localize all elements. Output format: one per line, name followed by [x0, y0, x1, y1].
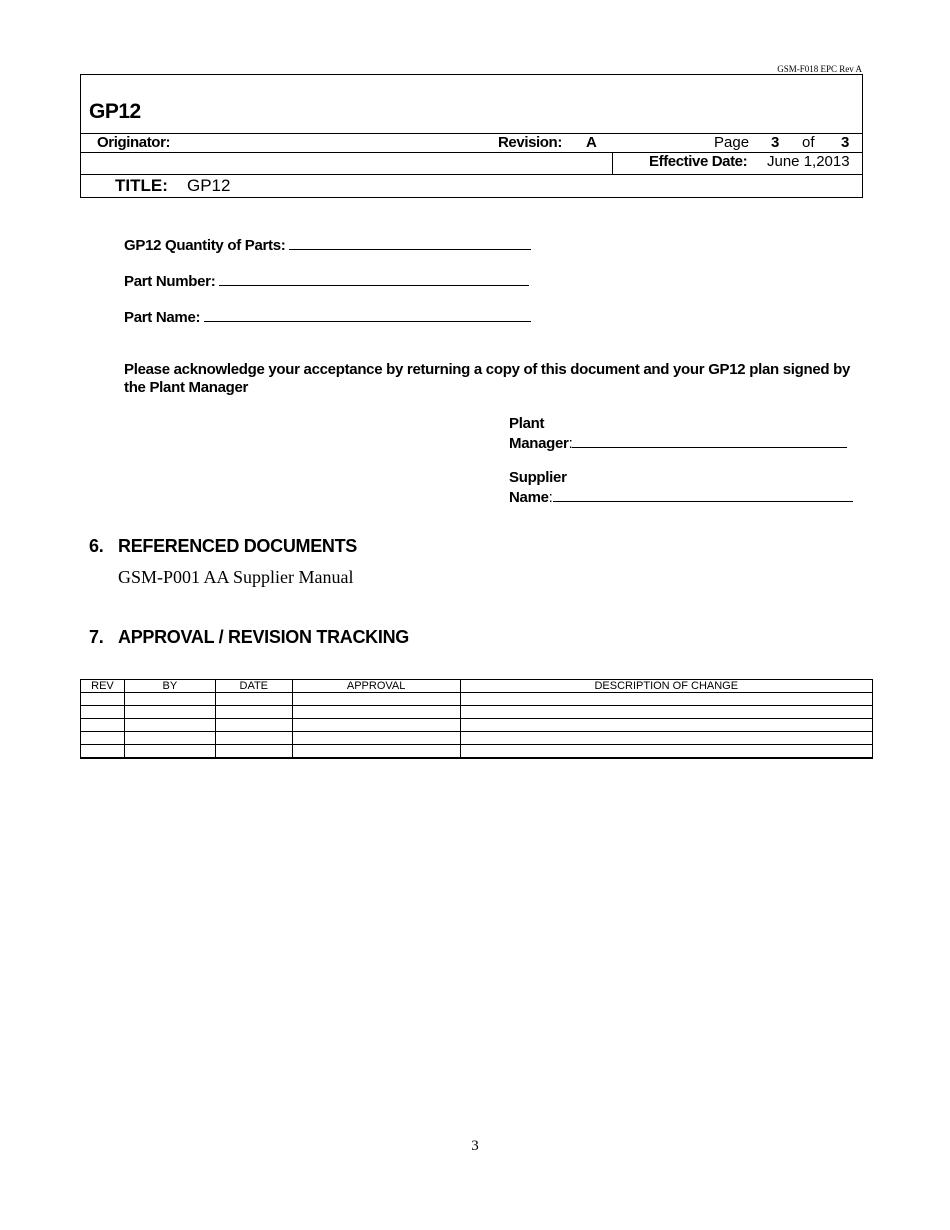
- supplier-label-line2: Name: [509, 489, 549, 506]
- page-total: 3: [841, 134, 850, 151]
- quantity-field: [124, 235, 531, 254]
- part-number-label: Part Number:: [124, 273, 216, 290]
- originator-label: Originator:: [97, 134, 171, 151]
- section-6-number: 6.: [89, 536, 104, 556]
- table-row: [81, 745, 873, 759]
- col-header-description: DESCRIPTION OF CHANGE: [460, 680, 872, 693]
- section-7-number: 7.: [89, 627, 104, 647]
- page-number: 3: [471, 1138, 479, 1154]
- col-header-rev: REV: [81, 680, 125, 693]
- plant-manager-signature: Plant Manager:: [509, 414, 847, 453]
- plant-manager-label-line1: Plant: [509, 415, 545, 432]
- table-row: [81, 706, 873, 719]
- table-header-row: [81, 680, 873, 693]
- supplier-label-line1: Supplier: [509, 469, 567, 486]
- part-number-field: [124, 271, 529, 290]
- revision-tracking-table: [80, 679, 873, 759]
- effective-date-label: Effective Date:: [649, 153, 748, 170]
- revision-label: Revision:: [498, 134, 562, 151]
- part-number-input-line[interactable]: [219, 271, 529, 286]
- table-row: [81, 732, 873, 745]
- part-name-field: [124, 307, 531, 326]
- col-header-approval: APPROVAL: [292, 680, 460, 693]
- page-current: 3: [771, 134, 780, 151]
- section-7-title: APPROVAL / REVISION TRACKING: [118, 627, 409, 647]
- effective-date-value: June 1,2013: [767, 153, 850, 170]
- quantity-input-line[interactable]: [289, 235, 531, 250]
- supplier-name-signature-line[interactable]: [553, 487, 853, 502]
- plant-manager-label-line2: Manager: [509, 435, 569, 452]
- page-label: Page: [714, 134, 750, 151]
- table-row: [81, 693, 873, 706]
- table-row: [81, 719, 873, 732]
- section-6-title: REFERENCED DOCUMENTS: [118, 536, 358, 556]
- document-title: GP12: [89, 100, 141, 123]
- supplier-name-signature: Supplier Name:: [509, 468, 853, 507]
- col-header-date: DATE: [215, 680, 292, 693]
- part-name-input-line[interactable]: [204, 307, 531, 322]
- acknowledge-text: Please acknowledge your acceptance by returning a copy of this document and your GP12 plan signed by the Plant Manager: [124, 361, 851, 396]
- title-label: TITLE:: [115, 176, 168, 195]
- plant-manager-signature-line[interactable]: [572, 433, 847, 448]
- quantity-label: GP12 Quantity of Parts:: [124, 237, 286, 254]
- revision-value: A: [586, 134, 597, 151]
- form-code: GSM-F018 EPC Rev A: [777, 64, 862, 74]
- col-header-by: BY: [124, 680, 215, 693]
- part-name-label: Part Name:: [124, 309, 201, 326]
- of-label: of: [802, 134, 815, 151]
- title-value: GP12: [187, 176, 231, 195]
- referenced-document: GSM-P001 AA Supplier Manual: [118, 567, 354, 587]
